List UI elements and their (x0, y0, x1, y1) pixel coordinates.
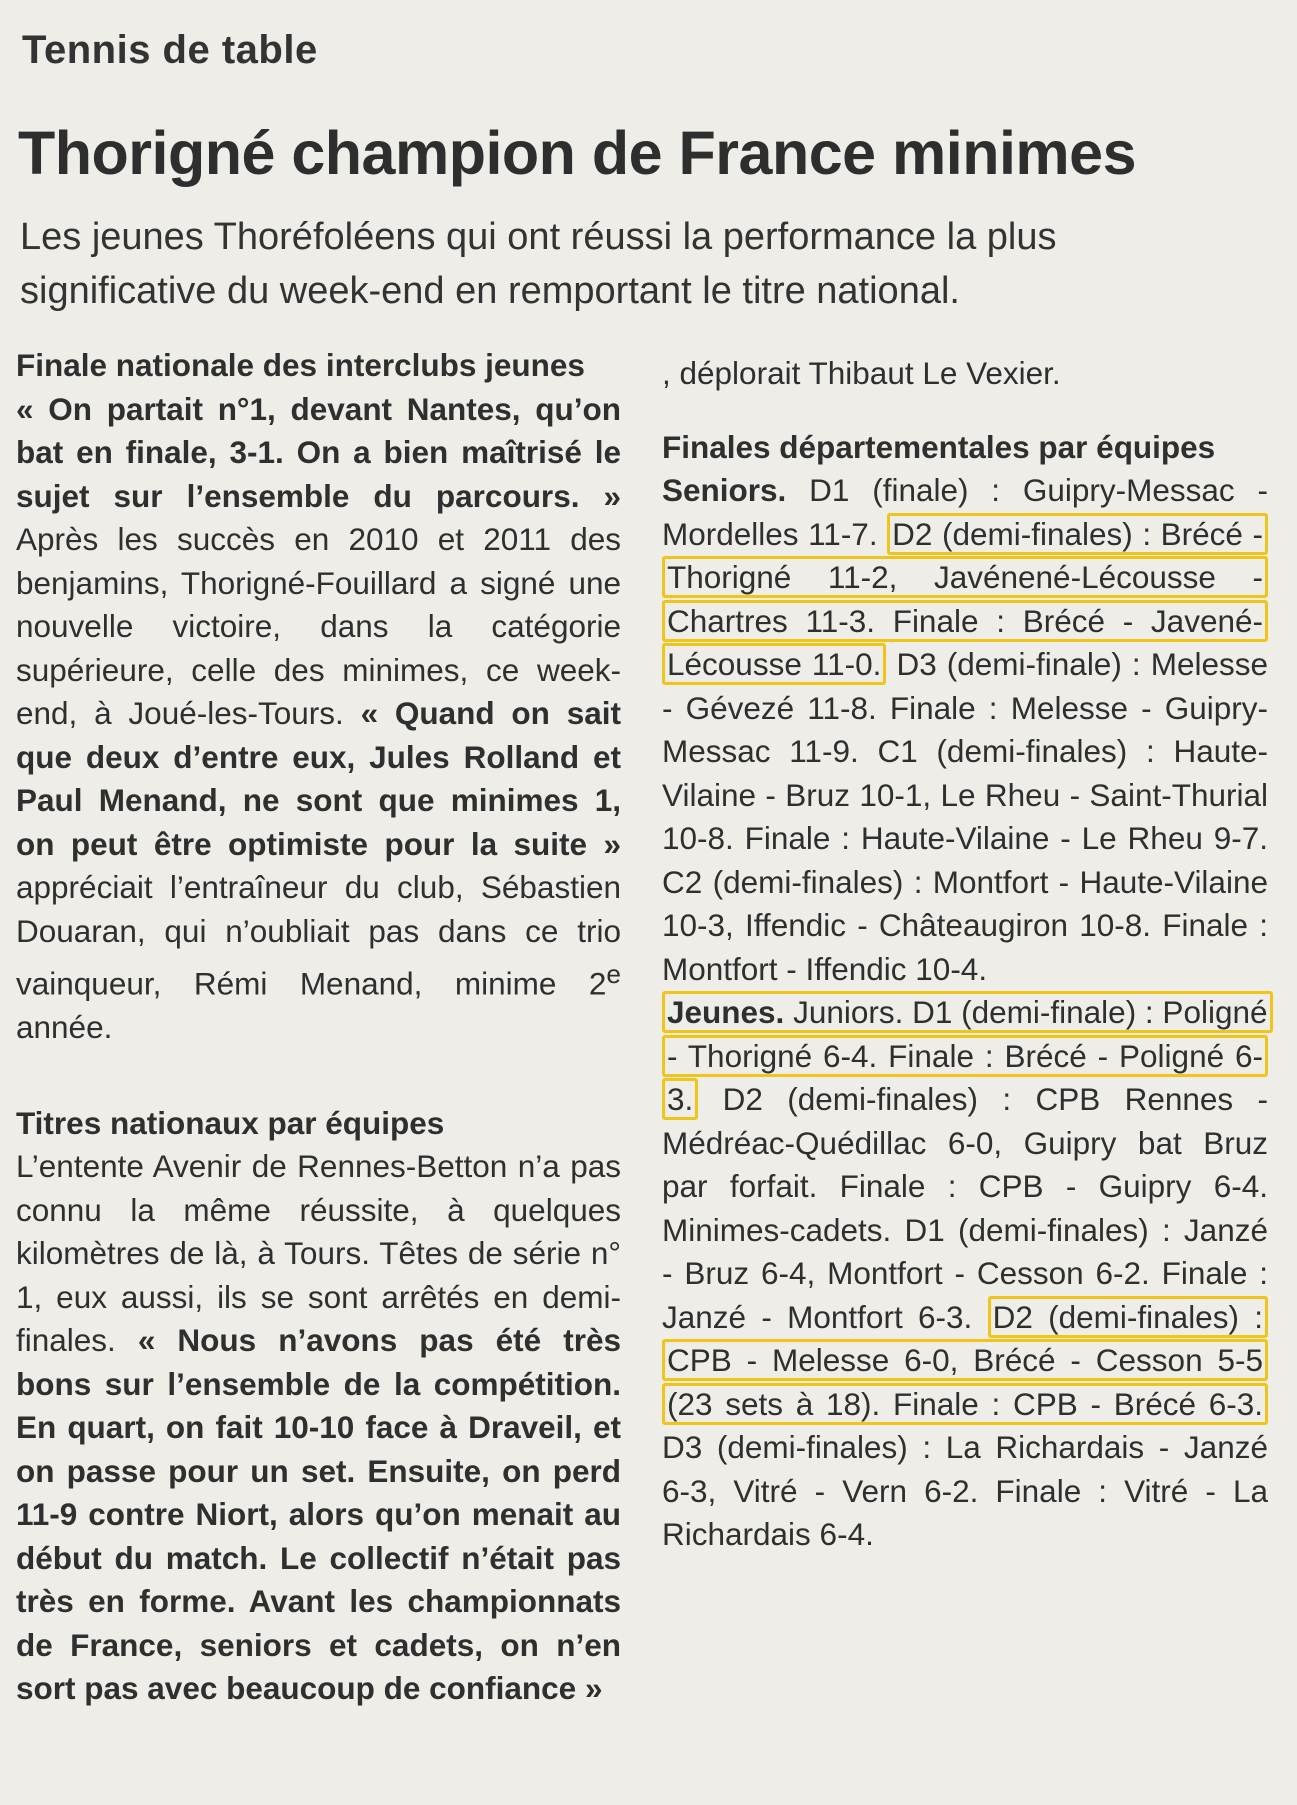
section-heading-interclubs: Finale nationale des interclubs jeunes (16, 347, 585, 383)
rubric: Tennis de table (22, 28, 318, 72)
paragraph-jeunes (662, 991, 1268, 1557)
quote: « Quand on sait que deux d’entre eux, Jules Rolland et Paul Menand, ne sont que minimes 1, on peut être optimiste pour la suite » (16, 695, 621, 862)
section-heading-titres: Titres nationaux par équipes (16, 1104, 445, 1141)
left-column (16, 344, 621, 1711)
body-text: Juniors. D1 (demi-finale) : Poligné - Thorigné 6-4. Finale : Brécé - Poligné 6-3. (667, 994, 1268, 1117)
quote: « Nous n’avons pas été très bons sur l’ensemble de la compétition. En quart, on fait 10-10 face à Draveil, et on passe pour un set. Ensuite, on perd 11-9 contre Niort, alors qu’on menait au début du match. Le collectif n’était pas très en forme. Avant les championnats de France, seniors et cadets, on n’en sort pas avec beaucoup de confiance » (16, 1322, 621, 1706)
right-column (662, 352, 1268, 1557)
section-heading-departementales: Finales départementales par équipes (662, 428, 1216, 465)
category-label-seniors: Seniors. (662, 472, 787, 508)
body-text: année. (16, 1009, 113, 1045)
body-text: D3 (demi-finale) : Melesse - Gévezé 11-8. Finale : Melesse - Guipry-Messac 11-9. C1 (demi-finales) : Haute-Vilaine - Bruz 10-1, Le Rheu - Saint-Thurial 10-8. Finale : Haute-Vilaine - Le Rheu 9-7. C2 (demi-finales) : Montfort - Haute-Vilaine 10-3, Iffendic - Châteaugiron 10-8. Finale : Montfort - Iffendic 10-4. (662, 646, 1268, 987)
paragraph-titres (16, 1145, 621, 1711)
body-text: D3 (demi-finales) : La Richardais - Janzé 6-3, Vitré - Vern 6-2. Finale : Vitré - La Richardais 6-4. (662, 1429, 1268, 1552)
body-text: L’entente Avenir de Rennes-Betton n’a pas connu la même réussite, à quelques kilomètres de là, à Tours. Têtes de série n° 1, eux aussi, ils se sont arrêtés en demi-finales. (16, 1148, 621, 1358)
paragraph-seniors (662, 469, 1268, 991)
body-text: Après les succès en 2010 et 2011 des benjamins, Thorigné-Fouillard a signé une nouvelle victoire, dans la catégorie supérieure, celle des minimes, ce week-end, à Joué-les-Tours. (16, 521, 621, 731)
body-text: D2 (demi-finales) : CPB Rennes - Médréac-Quédillac 6-0, Guipry bat Bruz par forfait. Finale : CPB - Guipry 6-4. Minimes-cadets. D1 (demi-finales) : Janzé - Bruz 6-4, Montfort - Cesson 6-2. Finale : Janzé - Montfort 6-3. (662, 1081, 1268, 1335)
quote: « On partait n°1, devant Nantes, qu’on bat en finale, 3-1. On a bien maîtrisé le sujet sur l’ensemble du parcours. » (16, 390, 621, 514)
headline: Thorigné champion de France minimes (18, 119, 1136, 187)
body-text: D1 (finale) : Guipry-Messac - Mordelles 11-7. (662, 472, 1268, 552)
body-text: , déplorait Thibaut Le Vexier. (662, 355, 1061, 391)
chapo: Les jeunes Thoréfoléens qui ont réussi la performance la plus significative du week-end en remportant le titre national. (20, 216, 1057, 312)
paragraph-titres-end (662, 352, 1268, 396)
superscript: e (606, 959, 621, 989)
category-label-jeunes: Jeunes. (667, 994, 785, 1030)
highlight-minimes-d2: D2 (demi-finales) : CPB - Melesse 6-0, Brécé - Cesson 5-5 (23 sets à 18). Finale : CPB - Brécé 6-3. (662, 1296, 1268, 1425)
body-text: appréciait l’entraîneur du club, Sébastien Douaran, qui n’oubliait pas dans ce trio vainqueur, Rémi Menand, minime 2 (16, 869, 621, 1002)
highlight-seniors-d2: D2 (demi-finales) : Brécé - Thorigné 11-2, Javénené-Lécousse - Chartres 11-3. Finale : Brécé - Javené-Lécousse 11-0. (662, 513, 1268, 686)
paragraph-interclubs (16, 388, 621, 1050)
